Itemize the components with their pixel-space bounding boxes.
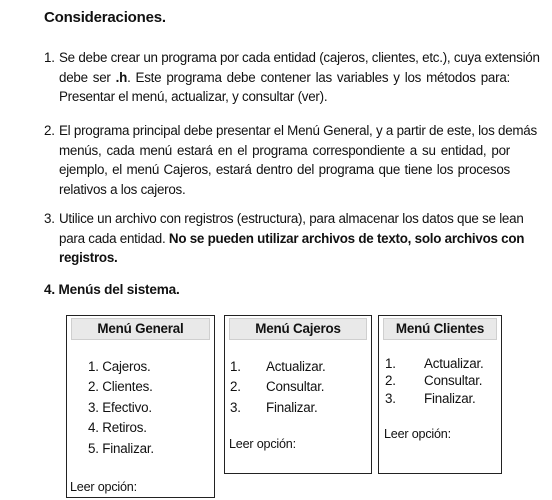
menu-option-number: 3. <box>385 391 396 406</box>
item-number: 3. <box>44 211 55 226</box>
menu-option-number: 1. <box>230 359 241 374</box>
item-line: El programa principal debe presentar el Menú General, y a partir de este, los demás <box>59 123 537 138</box>
item-line <box>59 248 510 268</box>
menu-option-number: 2. <box>385 373 396 388</box>
menu-option: 1. Cajeros. <box>88 359 151 374</box>
menu-option: Actualizar. <box>424 356 484 371</box>
menu-option: Consultar. <box>266 379 325 394</box>
menu-clientes-box <box>378 315 502 474</box>
item-text <box>59 209 525 268</box>
bold-restriction: No se pueden utilizar archivos de texto, solo archivos con <box>168 230 525 246</box>
item-line: para cada entidad. No se pueden utilizar archivos de texto, solo archivos con <box>59 230 525 246</box>
menu-option: Finalizar. <box>424 391 476 406</box>
consideration-item-1 <box>44 48 540 107</box>
menu-cajeros-box <box>224 315 372 474</box>
menu-option: 3. Efectivo. <box>88 400 152 415</box>
consideration-item-3 <box>44 209 525 268</box>
menu-prompt: Leer opción: <box>384 427 451 441</box>
menu-option: 2. Clientes. <box>88 379 153 394</box>
extension-emphasis: .h <box>115 69 128 85</box>
menu-option: Finalizar. <box>266 400 318 415</box>
item-line: menús, cada menú estará en el programa correspondiente a su entidad, por <box>59 142 510 158</box>
menu-clientes-title: Menú Clientes <box>383 318 497 340</box>
item-text <box>59 48 540 107</box>
menu-option: Consultar. <box>424 373 483 388</box>
menu-option-number: 1. <box>385 356 396 371</box>
item-line: Utilice un archivo con registros (estructura), para almacenar los datos que se lean <box>59 211 524 226</box>
menu-option-number: 2. <box>230 379 241 394</box>
menu-general-title: Menú General <box>71 318 210 340</box>
menu-option: 4. Retiros. <box>88 420 147 435</box>
document-title: Consideraciones. <box>44 9 166 26</box>
item-line: Presentar el menú, actualizar, y consultar (ver). <box>59 89 328 104</box>
menu-prompt: Leer opción: <box>70 480 137 494</box>
menu-option-number: 3. <box>230 400 241 415</box>
section-heading-menus: 4. Menús del sistema. <box>44 282 180 297</box>
item-number: 2. <box>44 123 55 138</box>
item-line: relativos a los cajeros. <box>59 181 186 197</box>
consideration-item-2 <box>44 121 537 199</box>
item-line: Se debe crear un programa por cada entidad (cajeros, clientes, etc.), cuya extensión <box>59 50 540 65</box>
menu-general-box <box>66 315 215 498</box>
menu-prompt: Leer opción: <box>229 437 296 451</box>
item-line: debe ser .h. Este programa debe contener las variables y los métodos para: <box>59 69 510 85</box>
item-text <box>59 121 537 199</box>
item-number: 1. <box>44 50 55 65</box>
bold-restriction: registros. <box>59 250 118 265</box>
menu-cajeros-title: Menú Cajeros <box>229 318 367 340</box>
menu-option: Actualizar. <box>266 359 326 374</box>
item-line: ejemplo, el menú Cajeros, estará dentro del programa que tiene los procesos <box>59 162 510 177</box>
menu-option: 5. Finalizar. <box>88 441 154 456</box>
